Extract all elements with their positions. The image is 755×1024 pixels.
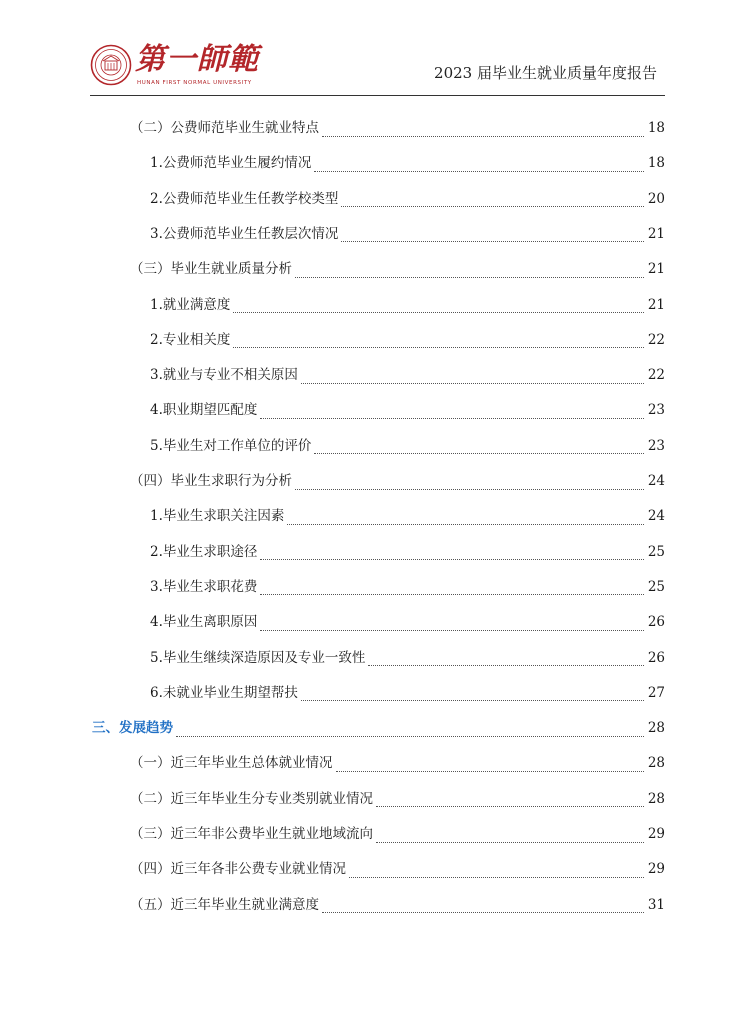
university-logo-english: HUNAN FIRST NORMAL UNIVERSITY bbox=[137, 80, 252, 86]
toc-dot-leader bbox=[341, 229, 643, 242]
toc-dot-leader bbox=[322, 124, 644, 137]
toc-entry[interactable] bbox=[150, 504, 665, 528]
page-header bbox=[0, 0, 755, 100]
header-divider bbox=[90, 95, 665, 96]
toc-entry[interactable] bbox=[130, 822, 665, 846]
toc-entry-page-number: 22 bbox=[647, 367, 665, 384]
toc-entry-label: （四）毕业生求职行为分析 bbox=[130, 473, 292, 489]
toc-entry-page-number: 20 bbox=[647, 190, 665, 207]
toc-entry[interactable] bbox=[130, 469, 665, 493]
toc-entry-label: 4.毕业生离职原因 bbox=[150, 614, 258, 631]
toc-entry-page-number: 24 bbox=[647, 508, 665, 525]
toc-entry[interactable] bbox=[150, 328, 665, 352]
toc-entry-page-number: 21 bbox=[647, 296, 665, 313]
toc-entry-page-number: 29 bbox=[647, 826, 665, 842]
toc-dot-leader bbox=[176, 724, 644, 737]
toc-entry-label: 3.公费师范毕业生任教层次情况 bbox=[150, 225, 339, 242]
toc-entry-label: （二）近三年毕业生分专业类别就业情况 bbox=[130, 790, 373, 807]
toc-dot-leader bbox=[260, 618, 643, 631]
toc-entry[interactable] bbox=[130, 116, 665, 140]
toc-dot-leader bbox=[295, 477, 644, 490]
toc-entry[interactable] bbox=[130, 787, 665, 811]
toc-entry-label: 1.毕业生求职关注因素 bbox=[150, 508, 285, 525]
toc-entry[interactable] bbox=[150, 575, 665, 599]
toc-entry-label: （三）近三年非公费毕业生就业地域流向 bbox=[130, 826, 373, 842]
toc-dot-leader bbox=[301, 371, 644, 384]
toc-entry[interactable] bbox=[150, 222, 665, 246]
toc-entry-label: （一）近三年毕业生总体就业情况 bbox=[130, 755, 333, 772]
toc-entry-page-number: 29 bbox=[647, 861, 665, 878]
toc-entry-label: 1.就业满意度 bbox=[150, 296, 231, 313]
report-title: 2023 届毕业生就业质量年度报告 bbox=[434, 64, 657, 82]
toc-dot-leader bbox=[287, 512, 643, 525]
toc-entry[interactable] bbox=[150, 293, 665, 317]
toc-dot-leader bbox=[322, 900, 644, 913]
toc-entry-page-number: 24 bbox=[647, 473, 665, 489]
toc-entry-label: 2.专业相关度 bbox=[150, 331, 231, 348]
toc-entry-page-number: 21 bbox=[647, 261, 665, 278]
toc-entry[interactable] bbox=[150, 540, 665, 564]
toc-dot-leader bbox=[349, 865, 644, 878]
toc-dot-leader bbox=[314, 441, 643, 454]
toc-dot-leader bbox=[336, 759, 644, 772]
toc-entry-label: 5.毕业生继续深造原因及专业一致性 bbox=[150, 649, 366, 666]
toc-dot-leader bbox=[368, 653, 643, 666]
toc-entry[interactable] bbox=[150, 187, 665, 211]
toc-entry-page-number: 22 bbox=[647, 331, 665, 348]
toc-entry[interactable] bbox=[150, 646, 665, 670]
university-seal-icon bbox=[90, 44, 132, 86]
toc-dot-leader bbox=[376, 794, 644, 807]
toc-dot-leader bbox=[301, 688, 644, 701]
toc-entry-page-number: 21 bbox=[647, 225, 665, 242]
toc-entry-page-number: 23 bbox=[647, 437, 665, 454]
toc-entry-page-number: 18 bbox=[647, 155, 665, 172]
toc-dot-leader bbox=[314, 159, 643, 172]
toc-entry[interactable] bbox=[150, 363, 665, 387]
toc-entry[interactable] bbox=[150, 151, 665, 175]
toc-entry[interactable] bbox=[130, 257, 665, 281]
toc-entry-page-number: 23 bbox=[647, 402, 665, 419]
toc-entry[interactable] bbox=[92, 716, 665, 740]
toc-dot-leader bbox=[233, 335, 643, 348]
toc-entry[interactable] bbox=[130, 857, 665, 881]
toc-dot-leader bbox=[260, 582, 643, 595]
toc-entry-label: 1.公费师范毕业生履约情况 bbox=[150, 155, 312, 172]
toc-entry-label: 2.公费师范毕业生任教学校类型 bbox=[150, 190, 339, 207]
toc-entry-label: 4.职业期望匹配度 bbox=[150, 402, 258, 419]
toc-entry[interactable] bbox=[150, 434, 665, 458]
toc-entry-label: 6.未就业毕业生期望帮扶 bbox=[150, 684, 298, 701]
toc-entry[interactable] bbox=[130, 893, 665, 917]
toc-dot-leader bbox=[233, 300, 643, 313]
toc-entry-label: （四）近三年各非公费专业就业情况 bbox=[130, 861, 346, 878]
toc-entry-page-number: 26 bbox=[647, 614, 665, 631]
toc-entry-label: （三）毕业生就业质量分析 bbox=[130, 261, 292, 278]
toc-entry-label: （五）近三年毕业生就业满意度 bbox=[130, 896, 319, 913]
toc-entry[interactable] bbox=[130, 751, 665, 775]
toc-entry-page-number: 28 bbox=[647, 790, 665, 807]
toc-dot-leader bbox=[260, 547, 643, 560]
toc-entry-page-number: 28 bbox=[647, 755, 665, 772]
toc-entry-page-number: 28 bbox=[647, 720, 665, 737]
toc-entry-page-number: 26 bbox=[647, 649, 665, 666]
toc-entry[interactable] bbox=[150, 398, 665, 422]
toc-entry-page-number: 25 bbox=[647, 543, 665, 560]
toc-entry-page-number: 18 bbox=[647, 120, 665, 136]
toc-entry-page-number: 25 bbox=[647, 578, 665, 595]
toc-entry-label: （二）公费师范毕业生就业特点 bbox=[130, 120, 319, 136]
university-logo-script: 第一師範 bbox=[135, 42, 259, 77]
toc-entry-label: 3.毕业生求职花费 bbox=[150, 578, 258, 595]
toc-entry[interactable] bbox=[150, 681, 665, 705]
toc-entry-page-number: 31 bbox=[647, 896, 665, 913]
toc-entry-page-number: 27 bbox=[647, 684, 665, 701]
toc-dot-leader bbox=[260, 406, 643, 419]
toc-dot-leader bbox=[376, 830, 644, 843]
toc-entry-label: 5.毕业生对工作单位的评价 bbox=[150, 437, 312, 454]
toc-entry[interactable] bbox=[150, 610, 665, 634]
toc-entry-label: 2.毕业生求职途径 bbox=[150, 543, 258, 560]
toc-dot-leader bbox=[295, 265, 644, 278]
toc-entry-label: 三、发展趋势 bbox=[92, 720, 173, 737]
toc-dot-leader bbox=[341, 194, 643, 207]
toc-entry-label: 3.就业与专业不相关原因 bbox=[150, 367, 298, 384]
